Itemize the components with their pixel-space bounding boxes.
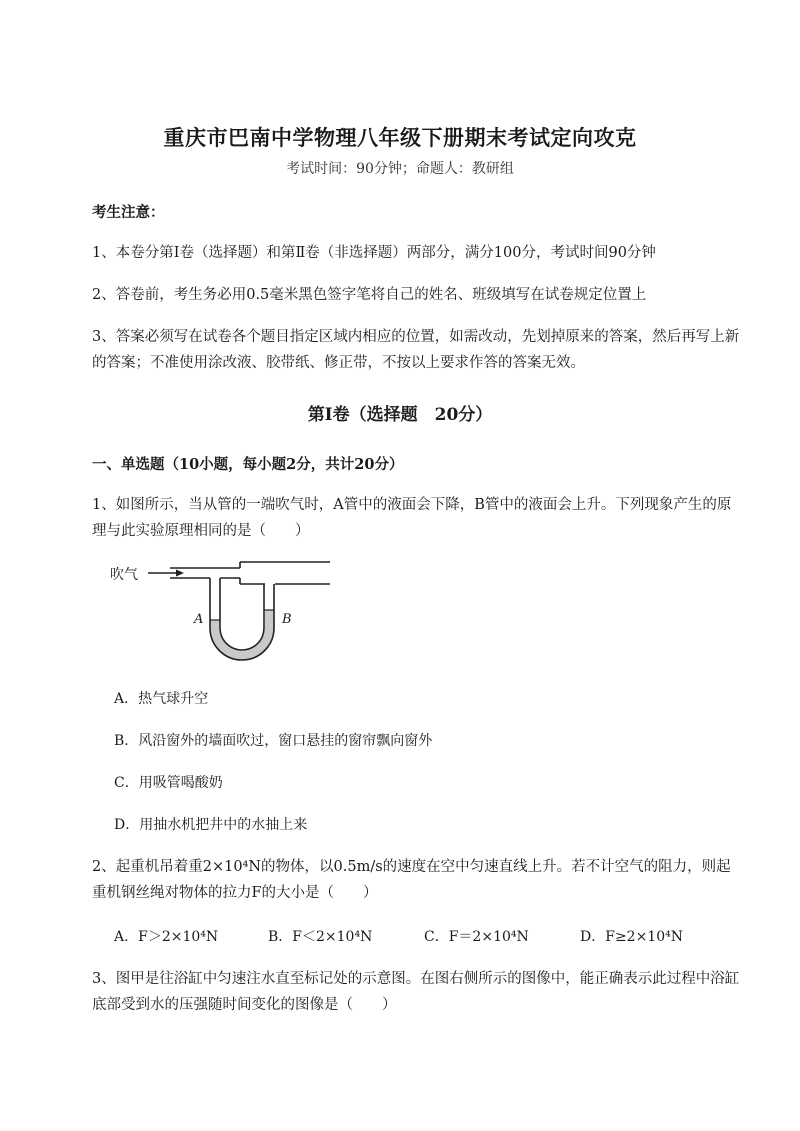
q1-option-c: C．用吸管喝酸奶 xyxy=(114,775,223,791)
q1-option-a: A．热气球升空 xyxy=(114,691,209,707)
label-b: B xyxy=(282,612,292,627)
q2-option-d: D．F≥2×10⁴N xyxy=(580,929,683,945)
notice-item-3-line1: 3、答案必须写在试卷各个题目指定区域内相应的位置，如需改动，先划掉原来的答案，然后再写上新 xyxy=(92,329,740,345)
q1-option-b: B．风沿窗外的墙面吹过，窗口悬挂的窗帘飘向窗外 xyxy=(114,733,433,749)
u-tube-diagram xyxy=(110,558,350,668)
q2-option-c: C．F＝2×10⁴N xyxy=(424,929,529,945)
page-title: 重庆市巴南中学物理八年级下册期末考试定向攻克 xyxy=(163,125,637,150)
notice-item-2: 2、答卷前，考生务必用0.5毫米黑色签字笔将自己的姓名、班级填写在试卷规定位置上 xyxy=(92,287,647,303)
q3-stem-line1: 3、图甲是往浴缸中匀速注水直至标记处的示意图。在图右侧所示的图像中，能正确表示此过程中浴缸 xyxy=(92,971,740,987)
exam-info: 考试时间：90分钟；命题人：教研组 xyxy=(286,161,514,177)
q1-figure xyxy=(110,558,350,668)
q2-option-a: A．F＞2×10⁴N xyxy=(114,929,219,945)
blow-arrow-head xyxy=(176,570,184,577)
q2-option-b: B．F＜2×10⁴N xyxy=(268,929,373,945)
part-heading: 一、单选题（10小题，每小题2分，共计20分） xyxy=(92,456,404,473)
notice-item-1: 1、本卷分第I卷（选择题）和第Ⅱ卷（非选择题）两部分，满分100分，考试时间90分钟 xyxy=(92,245,656,261)
q2-stem-line2: 重机钢丝绳对物体的拉力F的大小是（ ） xyxy=(92,885,378,901)
section-title: 第I卷（选择题 20分） xyxy=(307,405,493,425)
notice-item-3-line2: 的答案；不准使用涂改液、胶带纸、修正带，不按以上要求作答的答案无效。 xyxy=(92,355,585,371)
q3-stem-line2: 底部受到水的压强随时间变化的图像是（ ） xyxy=(92,997,397,1013)
notice-heading: 考生注意： xyxy=(92,204,165,221)
u-tube-inner-wall xyxy=(220,578,264,650)
blow-label: 吹气 xyxy=(110,567,138,583)
q2-stem-line1: 2、起重机吊着重2×10⁴N的物体，以0.5m/s的速度在空中匀速直线上升。若不计空气的阻力，则起 xyxy=(92,859,731,875)
label-a: A xyxy=(194,612,204,627)
q1-option-d: D．用抽水机把井中的水抽上来 xyxy=(114,817,308,833)
q1-stem-line2: 理与此实验原理相同的是（ ） xyxy=(92,523,310,539)
q1-stem-line1: 1、如图所示，当从管的一端吹气时，A管中的液面会下降，B管中的液面会上升。下列现象产生的原 xyxy=(92,497,732,513)
